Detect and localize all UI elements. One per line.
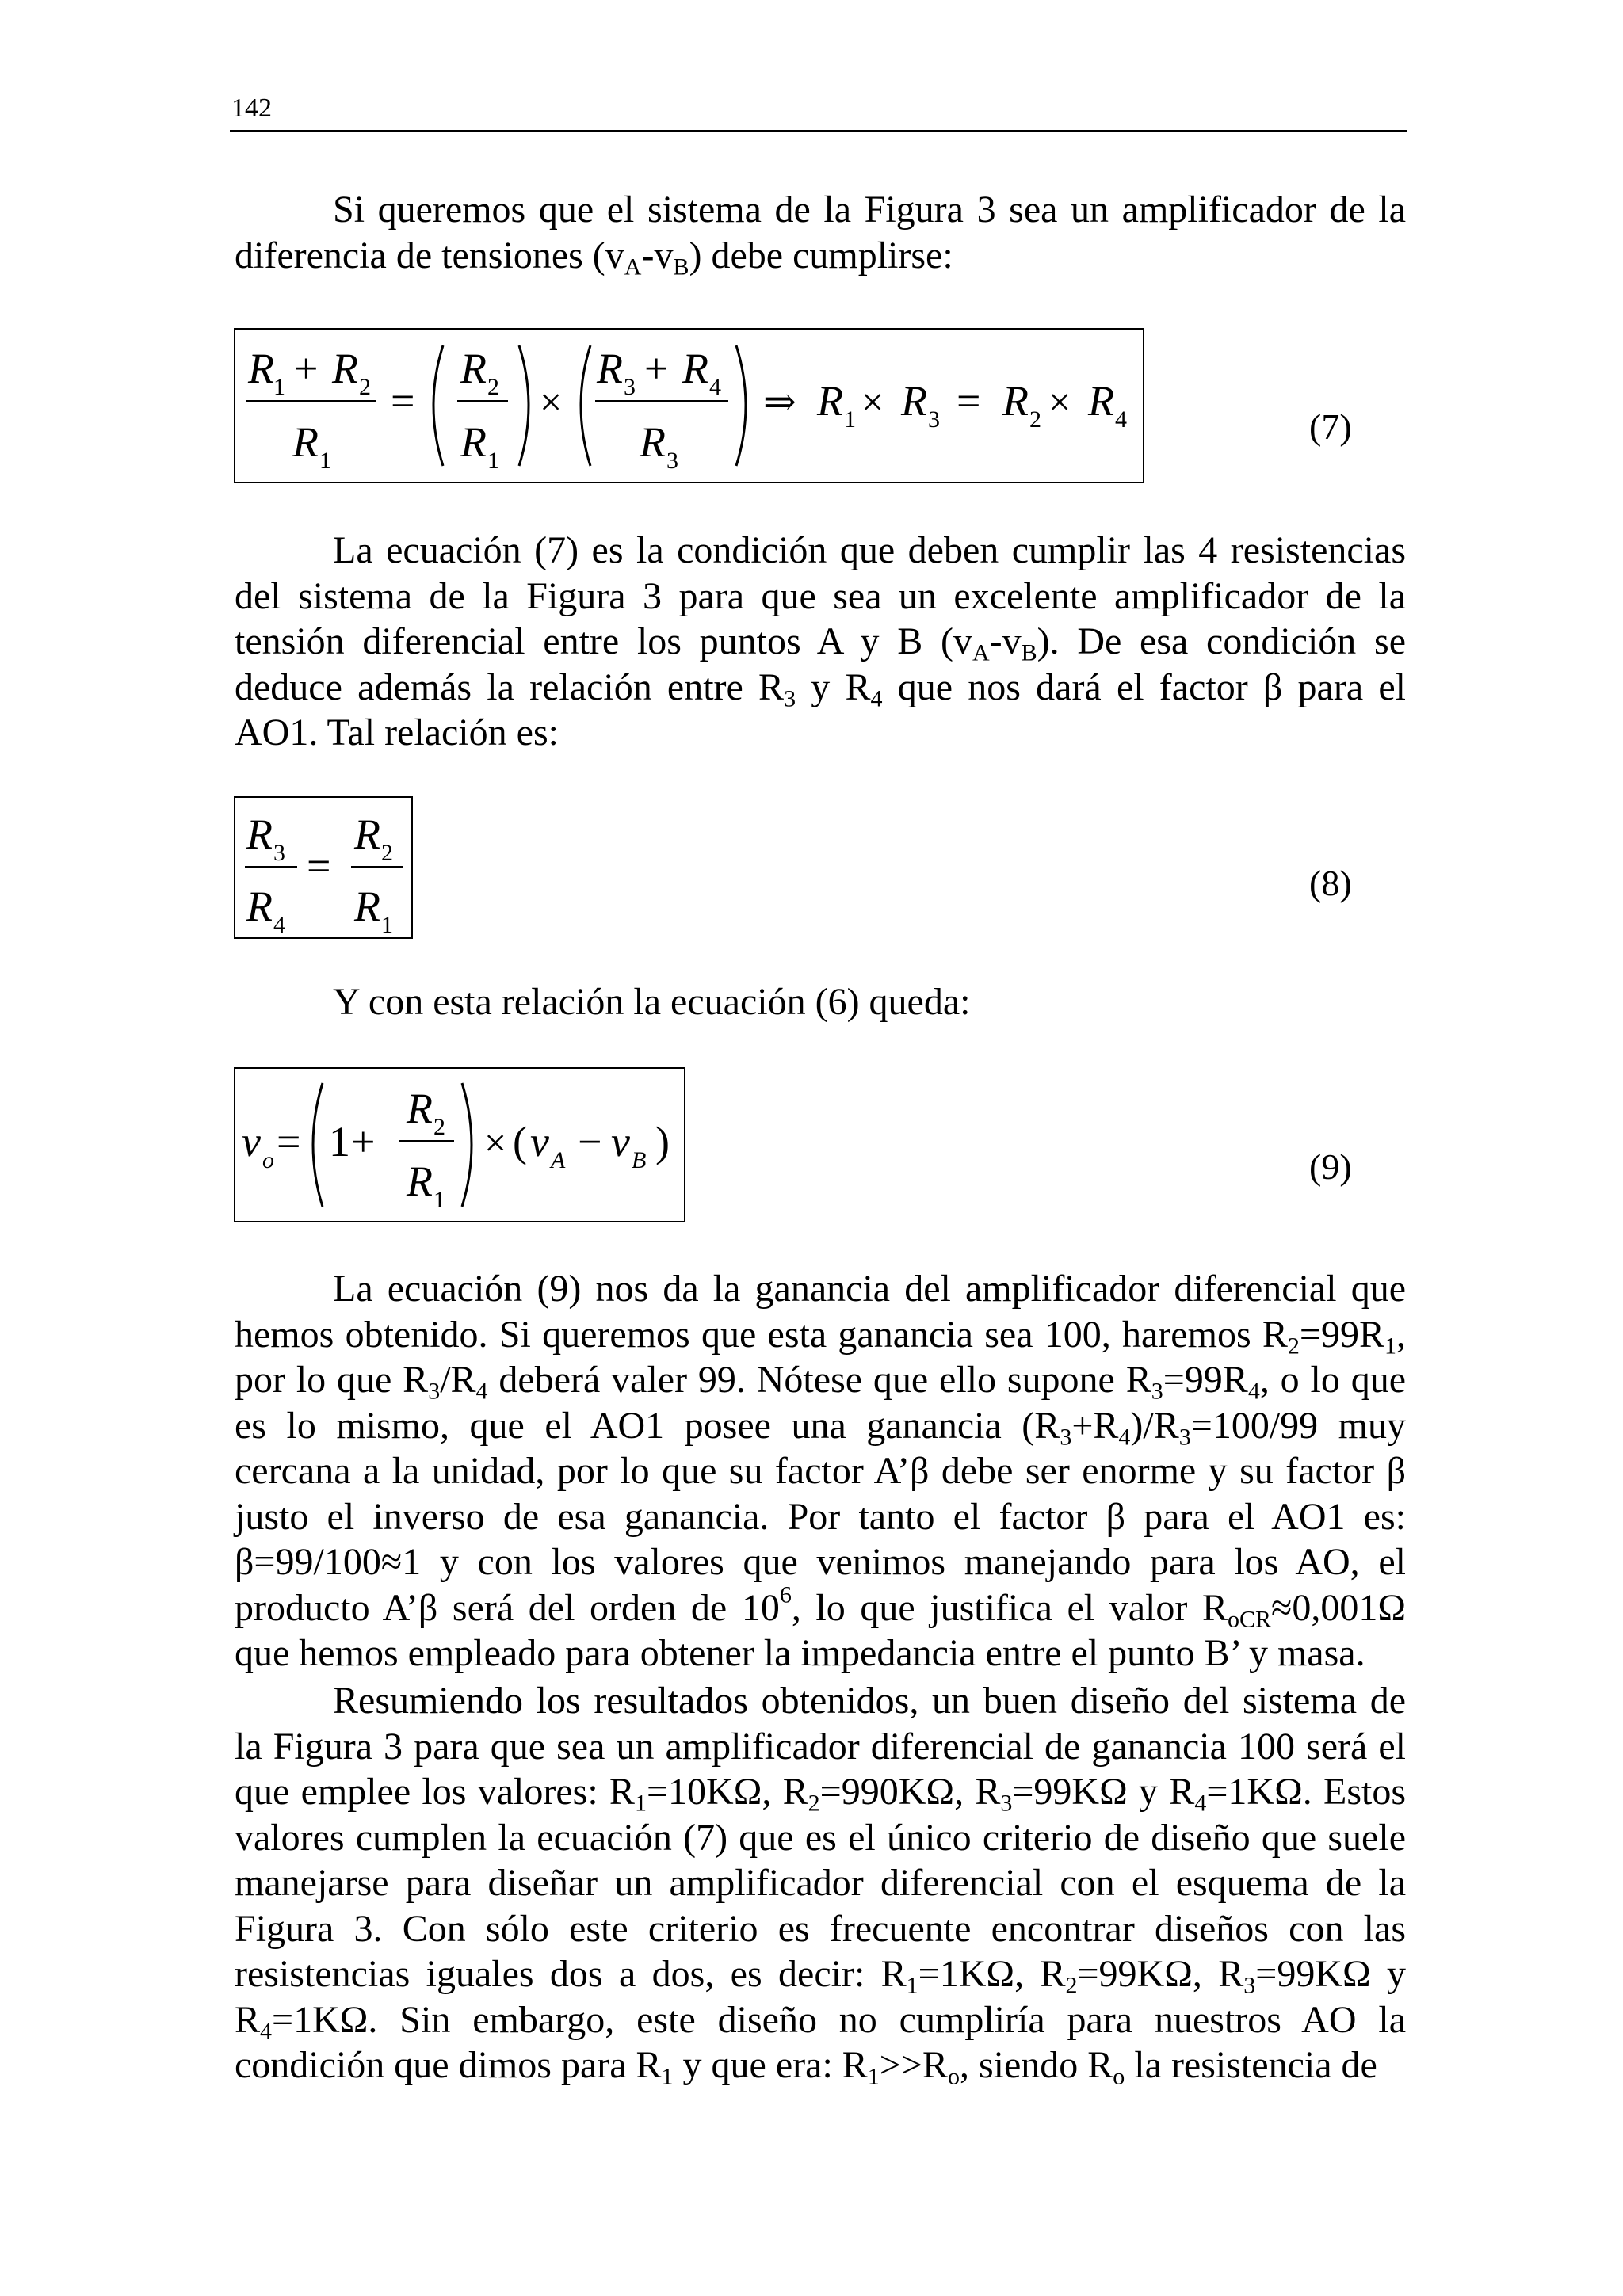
svg-text:R: R	[246, 883, 273, 930]
svg-text:v: v	[611, 1118, 630, 1165]
svg-text:3: 3	[928, 406, 940, 433]
svg-text:1: 1	[273, 374, 285, 400]
svg-text:2: 2	[1029, 406, 1041, 433]
svg-text:R: R	[460, 418, 487, 466]
svg-text:+: +	[644, 345, 669, 392]
paragraph-1: Si queremos que el sistema de la Figura 3 sea un amplificador de la diferencia de tensiones $(v_A-v_B)$ debe cumplirse:	[235, 189, 1406, 280]
svg-text:R: R	[682, 345, 708, 392]
svg-text:1: 1	[487, 448, 499, 474]
svg-text:1: 1	[319, 448, 331, 474]
svg-text:2: 2	[433, 1114, 445, 1140]
svg-text:R: R	[460, 345, 487, 392]
svg-text:R: R	[354, 810, 380, 858]
svg-text:+: +	[294, 345, 319, 392]
svg-text:×: ×	[484, 1120, 507, 1165]
equation-9-box	[234, 1067, 685, 1222]
svg-text:4: 4	[273, 912, 285, 937]
svg-text:R: R	[597, 345, 623, 392]
svg-text:2: 2	[381, 840, 393, 866]
equation-8-box	[234, 796, 413, 939]
svg-text:): )	[655, 1118, 670, 1165]
svg-text:3: 3	[666, 448, 678, 474]
svg-text:3: 3	[273, 840, 285, 866]
svg-text:R: R	[407, 1085, 433, 1132]
svg-text:2: 2	[487, 374, 499, 400]
svg-text:1: 1	[844, 406, 856, 433]
paragraph-5: Resumiendo los resultados obtenidos, un buen diseño del sistema de la Figura 3 para que sea un amplificador diferencial de ganancia 100 será el que emplee los valores: $R_1=10K\Omega$, $R_2=990K\Omega$, $R_3=99K\Omega$ y $R_4=1K\Omega$. Estos valores cumplen la ecuación (7) que es el único criterio de diseño que suele manejarse para diseñar un amplificador diferencial con el esquema de la Figura 3. Con sólo este criterio es frecuente encontrar diseños con las resistencias iguales dos a dos, es decir: $R_1=1K\Omega$, $R_2=99K\Omega$, $R_3=99K\Omega$ y $R_4=1K\Omega$. Sin embargo, este diseño no cumpliría para nuestros AO la condición que dimos para $R_1$ y que era: $R_1>>R_o$, siendo $R_o$ la resistencia de	[235, 1680, 1407, 2090]
svg-text:B: B	[632, 1147, 647, 1173]
svg-text:(: (	[513, 1118, 527, 1165]
svg-text:R: R	[817, 377, 843, 425]
svg-text:o: o	[262, 1147, 274, 1173]
svg-text:4: 4	[1115, 406, 1127, 433]
paragraph-3: Y con esta relación la ecuación (6) queda:	[333, 981, 971, 1023]
svg-text:3: 3	[624, 374, 636, 400]
svg-text:×: ×	[861, 379, 884, 424]
svg-text:−: −	[578, 1118, 602, 1165]
svg-text:×: ×	[1048, 379, 1071, 424]
svg-text:R: R	[901, 377, 927, 425]
svg-text:⇒: ⇒	[763, 379, 796, 424]
svg-text:A: A	[551, 1147, 566, 1173]
svg-text:1: 1	[329, 1118, 350, 1165]
svg-text:+: +	[351, 1118, 376, 1165]
svg-text:2: 2	[359, 374, 371, 400]
svg-text:1: 1	[381, 912, 393, 937]
svg-text:R: R	[1088, 377, 1114, 425]
svg-text:=: =	[277, 1118, 301, 1165]
svg-text:R: R	[246, 810, 273, 858]
svg-text:R: R	[407, 1158, 433, 1205]
equation-7-formula	[235, 330, 1143, 482]
svg-text:=: =	[391, 377, 415, 425]
svg-text:R: R	[332, 345, 358, 392]
svg-text:=: =	[957, 377, 981, 425]
equation-7-box	[234, 328, 1144, 483]
svg-text:R: R	[640, 418, 666, 466]
header-rule	[230, 130, 1407, 132]
svg-text:v: v	[242, 1118, 261, 1165]
svg-text:R: R	[354, 883, 380, 930]
paragraph-2: La ecuación (7) es la condición que deben cumplir las 4 resistencias del sistema de la Figura 3 para que sea un excelente amplificador de la tensión diferencial entre los puntos A y B $(v_A-v_B)$. De esa condición se deduce además la relación entre $R_3$ y $R_4$ que nos dará el factor β para el AO1. Tal relación es:	[235, 529, 1407, 753]
svg-text:=: =	[307, 842, 331, 890]
svg-text:v: v	[530, 1118, 549, 1165]
equation-8-formula	[235, 798, 411, 937]
svg-text:4: 4	[709, 374, 721, 400]
svg-text:1: 1	[433, 1187, 445, 1213]
equation-9-number: (9)	[1309, 1146, 1352, 1187]
paragraph-4: La ecuación (9) nos da la ganancia del amplificador diferencial que hemos obtenido. Si queremos que esta ganancia sea 100, haremos $R_2=99R_1$, por lo que $R_3/R_4$ deberá valer 99. Nótese que ello supone $R_3=99R_4$, o lo que es lo mismo, que el AO1 posee una ganancia $(R_3+R_4)/R_3=100/99$ muy cercana a la unidad, por lo que su factor A’β debe ser enorme y su factor β justo el inverso de esa ganancia. Por tanto el factor β para el AO1 es: β=99/100≈1 y con los valores que venimos manejando para los AO, el producto A’β será del orden de $10^6$, lo que justifica el valor $R_{oCR}\approx 0,001\Omega$ que hemos empleado para obtener la impedancia entre el punto B’ y masa.	[235, 1268, 1407, 1674]
svg-text:×: ×	[540, 379, 563, 424]
svg-text:R: R	[1002, 377, 1029, 425]
page-number: 142	[231, 93, 272, 123]
equation-8-number: (8)	[1309, 863, 1352, 903]
svg-text:R: R	[248, 345, 274, 392]
equation-7-number: (7)	[1309, 406, 1352, 447]
equation-9-formula	[235, 1069, 684, 1221]
svg-text:R: R	[292, 418, 319, 466]
